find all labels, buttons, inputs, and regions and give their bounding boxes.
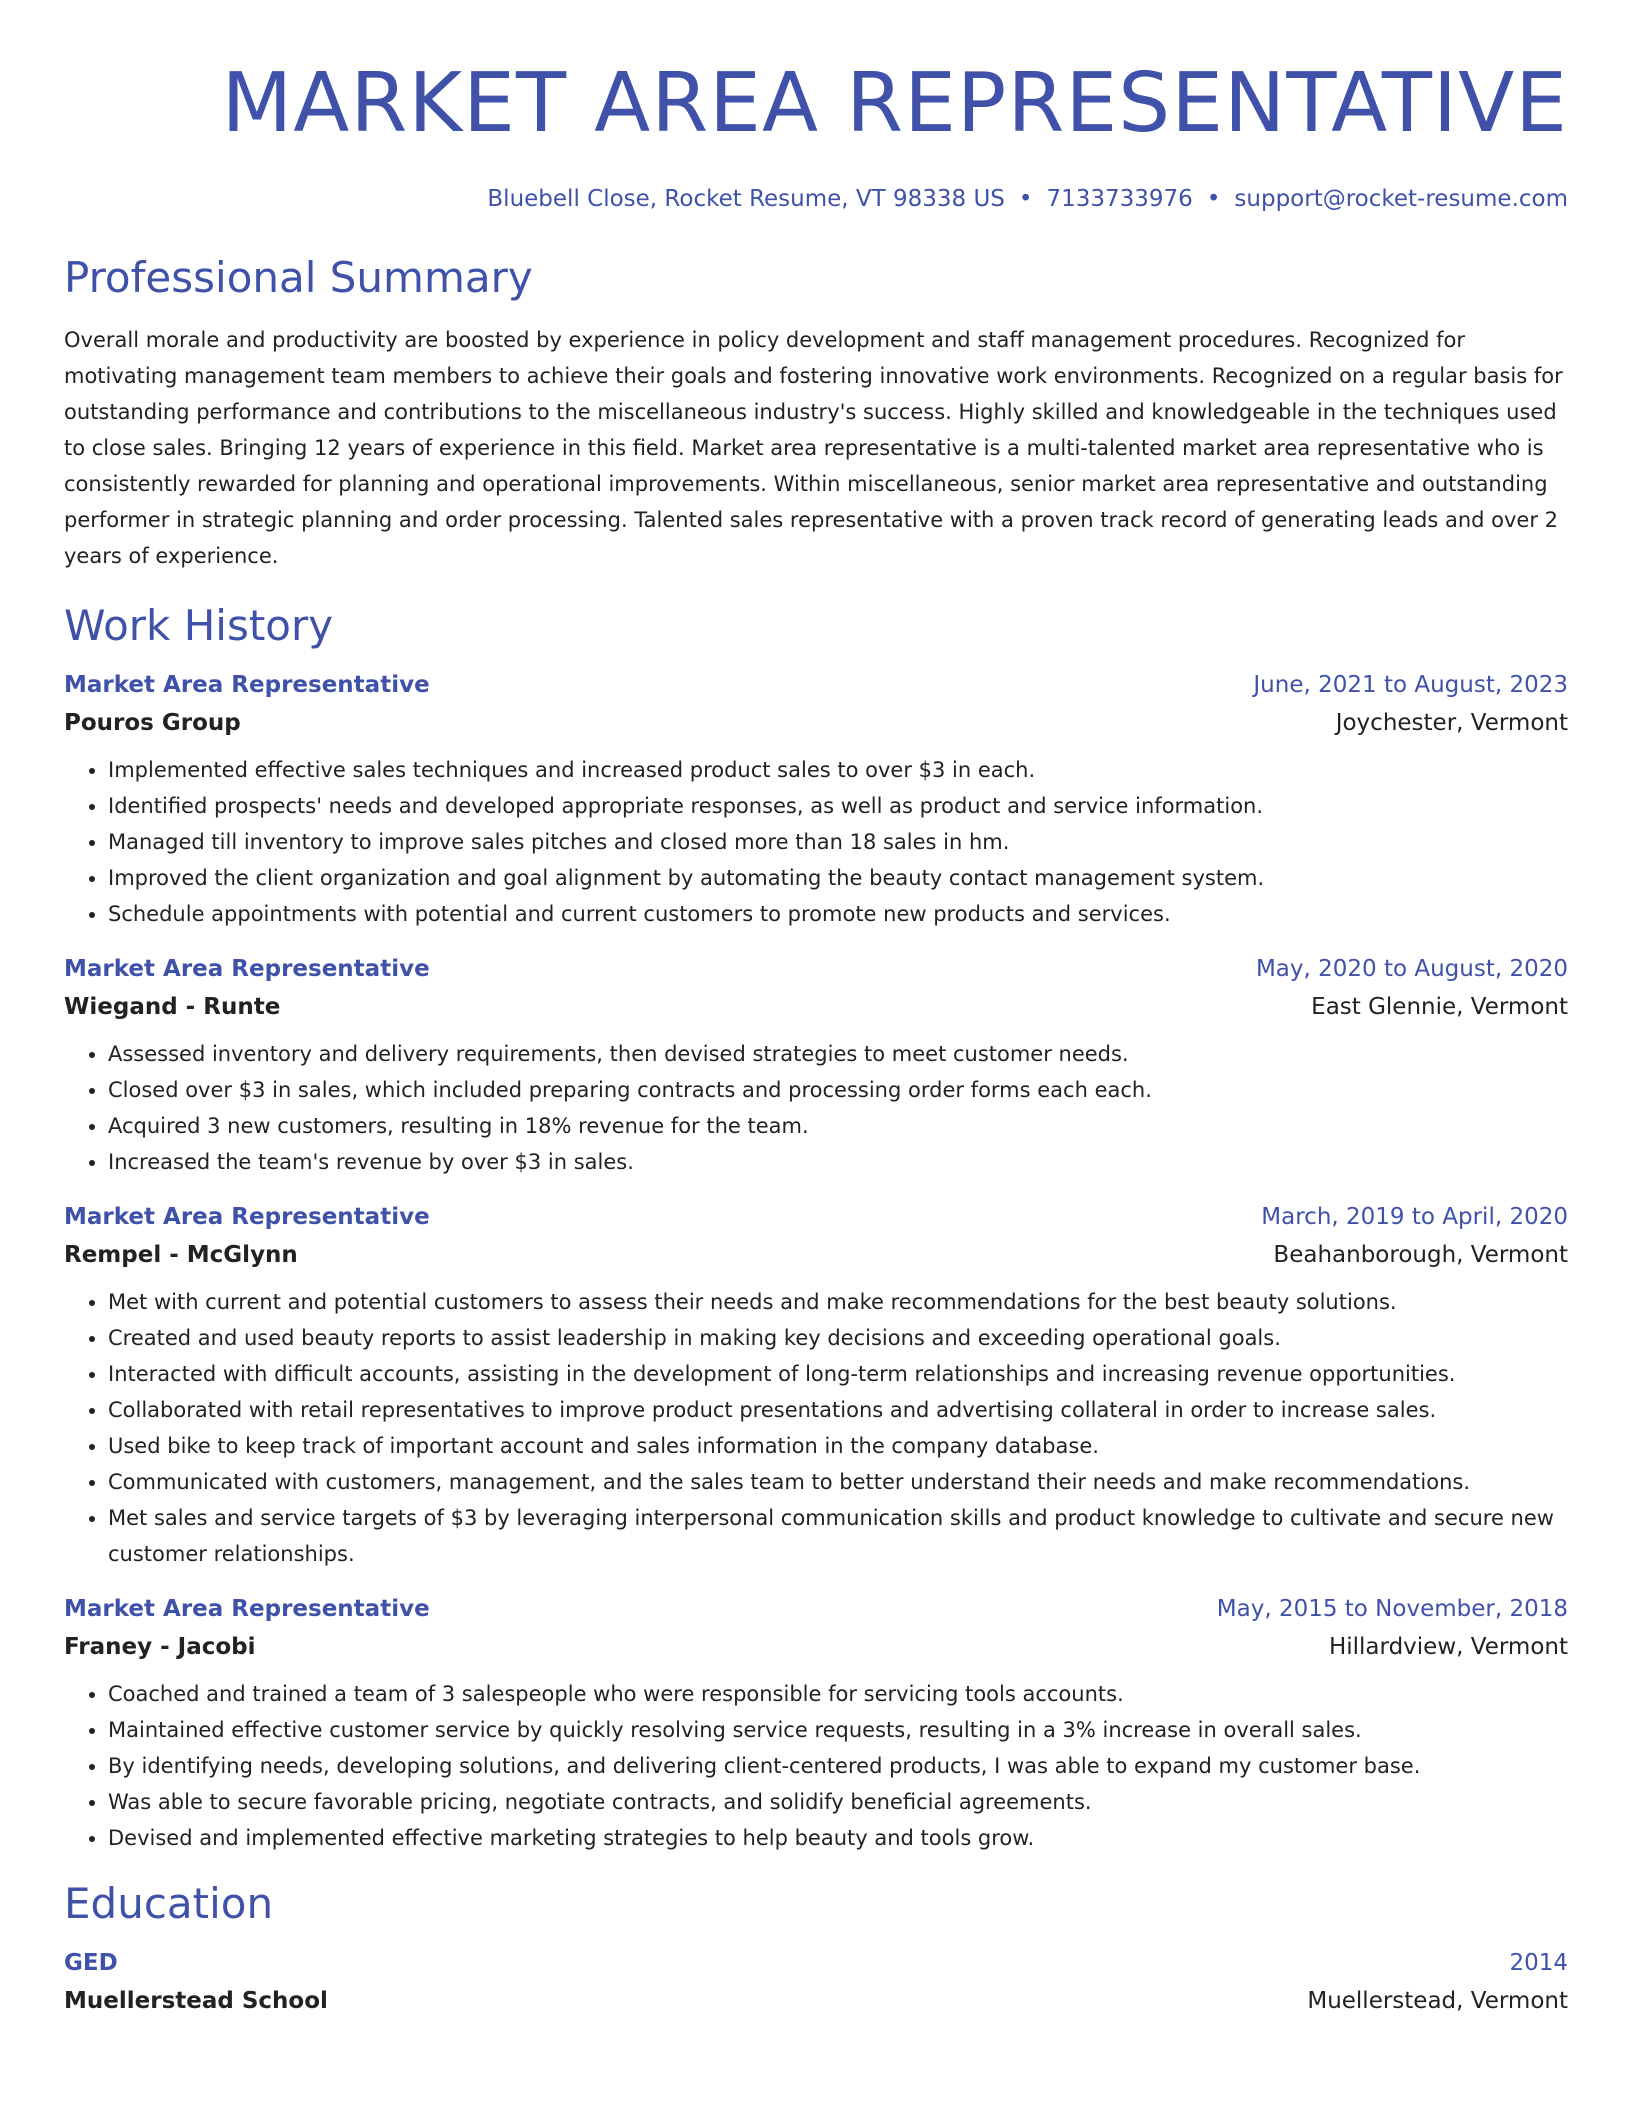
job-company-row xyxy=(64,988,1568,1026)
job-title: Market Area Representative xyxy=(64,1204,430,1230)
job-header-row xyxy=(64,1590,1568,1628)
job-dates: March, 2019 to April, 2020 xyxy=(1261,1204,1568,1230)
job-title: Market Area Representative xyxy=(64,672,430,698)
job-company: Wiegand - Runte xyxy=(64,994,281,1020)
education-year: 2014 xyxy=(1509,1950,1568,1976)
contact-line xyxy=(64,182,1568,216)
education-degree: GED xyxy=(64,1950,118,1976)
job-dates: June, 2021 to August, 2023 xyxy=(1253,672,1568,698)
job-entry xyxy=(64,1198,1568,1572)
job-header-row xyxy=(64,1198,1568,1236)
job-location: Beahanborough, Vermont xyxy=(1273,1242,1568,1268)
job-location: Joychester, Vermont xyxy=(1335,710,1568,736)
job-bullet: • Met with current and potential customers to assess their needs and make recommendations for the best beauty solutions. xyxy=(108,1284,1568,1320)
job-company-row xyxy=(64,704,1568,742)
job-bullets xyxy=(64,1284,1568,1572)
job-bullet: • Implemented effective sales techniques and increased product sales to over $3 in each. xyxy=(108,752,1568,788)
job-company: Pouros Group xyxy=(64,710,241,736)
summary-heading: Professional Summary xyxy=(64,253,533,302)
job-company-row xyxy=(64,1236,1568,1274)
summary-text: Overall morale and productivity are boosted by experience in policy development and staff management procedures. Recognized for motivating management team members to achieve their goals and fostering innovative work environments. Recognized on a regular basis for outstanding performance and contributions to the miscellaneous industry's success. Highly skilled and knowledgeable in the techniques used to close sales. Bringing 12 years of experience in this field. Market area representative is a multi-talented market area representative who is consistently rewarded for planning and operational improvements. Within miscellaneous, senior market area representative and outstanding performer in strategic planning and order processing. Talented sales representative with a proven track record of generating leads and over 2 years of experience. xyxy=(64,328,1563,568)
work-history-heading: Work History xyxy=(64,601,334,650)
contact-separator: • xyxy=(1206,186,1221,212)
job-header-row xyxy=(64,950,1568,988)
job-location: East Glennie, Vermont xyxy=(1311,994,1568,1020)
job-bullet: • Met sales and service targets of $3 by leveraging interpersonal communication skills and product knowledge to cultivate and secure new customer relationships. xyxy=(108,1500,1568,1572)
job-bullet: • Used bike to keep track of important account and sales information in the company database. xyxy=(108,1428,1568,1464)
job-dates: May, 2020 to August, 2020 xyxy=(1255,956,1568,982)
job-bullets xyxy=(64,1036,1568,1180)
job-bullet: • Assessed inventory and delivery requirements, then devised strategies to meet customer needs. xyxy=(108,1036,1568,1072)
job-bullet: • Improved the client organization and goal alignment by automating the beauty contact management system. xyxy=(108,860,1568,896)
job-bullet: • Collaborated with retail representatives to improve product presentations and advertising collateral in order to increase sales. xyxy=(108,1392,1568,1428)
contact-address: Bluebell Close, Rocket Resume, VT 98338 US xyxy=(487,186,1005,212)
job-bullets xyxy=(64,1676,1568,1856)
job-entry xyxy=(64,950,1568,1180)
job-bullet: • Acquired 3 new customers, resulting in 18% revenue for the team. xyxy=(108,1108,1568,1144)
job-dates: May, 2015 to November, 2018 xyxy=(1216,1596,1568,1622)
job-bullet: • By identifying needs, developing solutions, and delivering client-centered products, I was able to expand my customer base. xyxy=(108,1748,1568,1784)
job-title: Market Area Representative xyxy=(64,956,430,982)
job-bullet: • Increased the team's revenue by over $3 in sales. xyxy=(108,1144,1568,1180)
education-school: Muellerstead School xyxy=(64,1988,328,2014)
candidate-name: MARKET AREA REPRESENTATIVE xyxy=(221,56,1568,151)
contact-email: support@rocket-resume.com xyxy=(1234,186,1568,212)
job-bullet: • Managed till inventory to improve sales pitches and closed more than 18 sales in hm. xyxy=(108,824,1568,860)
job-bullet: • Identified prospects' needs and developed appropriate responses, as well as product and service information. xyxy=(108,788,1568,824)
education-entry xyxy=(64,1944,1568,2020)
education-heading: Education xyxy=(64,1879,274,1928)
education-location: Muellerstead, Vermont xyxy=(1307,1988,1568,2014)
education-school-row xyxy=(64,1982,1568,2020)
job-bullet: • Coached and trained a team of 3 salespeople who were responsible for servicing tools accounts. xyxy=(108,1676,1568,1712)
job-bullet: • Communicated with customers, management, and the sales team to better understand their needs and make recommendations. xyxy=(108,1464,1568,1500)
job-bullet: • Closed over $3 in sales, which included preparing contracts and processing order forms each each. xyxy=(108,1072,1568,1108)
job-bullet: • Schedule appointments with potential and current customers to promote new products and services. xyxy=(108,896,1568,932)
job-entry xyxy=(64,1590,1568,1856)
job-bullet: • Maintained effective customer service by quickly resolving service requests, resulting in a 3% increase in overall sales. xyxy=(108,1712,1568,1748)
job-bullet: • Created and used beauty reports to assist leadership in making key decisions and exceeding operational goals. xyxy=(108,1320,1568,1356)
education-header-row xyxy=(64,1944,1568,1982)
job-company: Rempel - McGlynn xyxy=(64,1242,298,1268)
contact-separator: • xyxy=(1018,186,1033,212)
job-company-row xyxy=(64,1628,1568,1666)
job-location: Hillardview, Vermont xyxy=(1328,1634,1568,1660)
job-bullet: • Devised and implemented effective marketing strategies to help beauty and tools grow. xyxy=(108,1820,1568,1856)
job-header-row xyxy=(64,666,1568,704)
job-bullet: • Interacted with difficult accounts, assisting in the development of long-term relationships and increasing revenue opportunities. xyxy=(108,1356,1568,1392)
job-bullets xyxy=(64,752,1568,932)
job-bullet: • Was able to secure favorable pricing, negotiate contracts, and solidify beneficial agreements. xyxy=(108,1784,1568,1820)
job-title: Market Area Representative xyxy=(64,1596,430,1622)
job-entry xyxy=(64,666,1568,932)
job-company: Franey - Jacobi xyxy=(64,1634,256,1660)
contact-phone: 7133733976 xyxy=(1046,186,1193,212)
